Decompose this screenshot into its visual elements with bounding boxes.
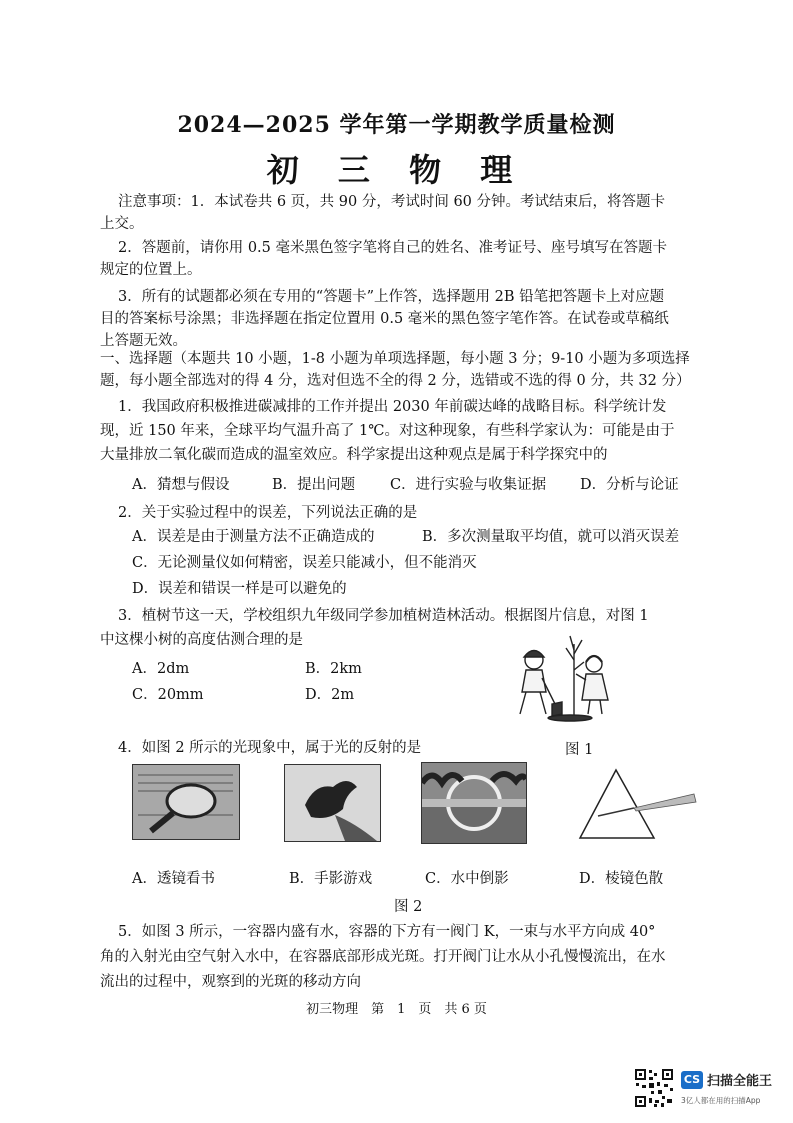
q1-option-b: B．提出问题 <box>272 477 356 493</box>
figure-1-caption: 图 1 <box>565 742 594 758</box>
section-heading-line-1: 一、选择题（本题共 10 小题，1-8 小题为单项选择题，每小题 3 分；9-10 小题为多项选择 <box>100 351 690 367</box>
notes-line-2: 上交。 <box>100 216 144 232</box>
q2-stem: 2．关于实验过程中的误差，下列说法正确的是 <box>118 505 418 521</box>
q2-option-b: B．多次测量取平均值，就可以消灭误差 <box>422 529 680 545</box>
q3-line-2: 中这棵小树的高度估测合理的是 <box>100 632 303 648</box>
notes-line-5: 3．所有的试题都必须在专用的“答题卡”上作答，选择题用 2B 铅笔把答题卡上对应题 <box>118 289 665 305</box>
subject-title: 初 三 物 理 <box>266 151 527 189</box>
q1-line-2: 现，近 150 年来，全球平均气温升高了 1℃。对这种现象，有些科学家认为：可能是由于 <box>100 423 675 439</box>
camscanner-logo: CS <box>681 1071 703 1089</box>
qr-code-icon <box>634 1068 674 1108</box>
q1-line-1: 1．我国政府积极推进碳减排的工作并提出 2030 年前碳达峰的战略目标。科学统计发 <box>118 399 667 415</box>
prism-dispersion-image <box>576 766 698 842</box>
lens-reading-image <box>132 764 240 840</box>
notes-line-1: 注意事项：1．本试卷共 6 页，共 90 分，考试时间 60 分钟。考试结束后，将答题卡 <box>118 194 666 210</box>
q3-option-d: D．2m <box>305 687 355 703</box>
camscanner-tagline: 3亿人都在用的扫描App <box>681 1096 761 1105</box>
q3-option-c: C．20mm <box>132 687 204 703</box>
tree-planting-figure <box>496 630 626 722</box>
notes-line-3: 2．答题前，请你用 0.5 毫米黑色签字笔将自己的姓名、准考证号、座号填写在答题卡 <box>118 240 668 256</box>
q3-option-a: A．2dm <box>132 661 190 677</box>
q2-option-d: D．误差和错误一样是可以避免的 <box>132 581 347 597</box>
q4-option-d: D．棱镜色散 <box>579 871 664 887</box>
q1-option-c: C．进行实验与收集证据 <box>390 477 547 493</box>
notes-line-6: 目的答案标号涂黑；非选择题在指定位置用 0.5 毫米的黑色签字笔作答。在试卷或草稿纸 <box>100 311 669 327</box>
q4-option-a: A．透镜看书 <box>132 871 215 887</box>
q5-line-2: 角的入射光由空气射入水中，在容器底部形成光斑。打开阀门让水从小孔慢慢流出，在水 <box>100 949 666 965</box>
section-heading-line-2: 题，每小题全部选对的得 4 分，选对但选不全的得 2 分，选错或不选的得 0 分，共 32 分） <box>100 373 691 389</box>
q3-line-1: 3．植树节这一天，学校组织九年级同学参加植树造林活动。根据图片信息，对图 1 <box>118 608 649 624</box>
exam-title: 2024—2025 学年第一学期教学质量检测 <box>177 112 616 138</box>
q2-option-a: A．误差是由于测量方法不正确造成的 <box>132 529 375 545</box>
q5-line-3: 流出的过程中，观察到的光斑的移动方向 <box>100 974 361 990</box>
notes-line-4: 规定的位置上。 <box>100 262 202 278</box>
figure-2-caption: 图 2 <box>394 899 423 915</box>
camscanner-name: 扫描全能王 <box>707 1074 773 1089</box>
water-reflection-image <box>421 762 527 844</box>
page-footer: 初三物理 第 1 页 共 6 页 <box>306 1002 487 1017</box>
q1-option-a: A．猜想与假设 <box>132 477 230 493</box>
q2-option-c: C．无论测量仪如何精密，误差只能减小，但不能消灭 <box>132 555 477 571</box>
q4-stem: 4．如图 2 所示的光现象中，属于光的反射的是 <box>118 740 422 756</box>
q4-option-b: B．手影游戏 <box>289 871 373 887</box>
q3-option-b: B．2km <box>305 661 362 677</box>
q1-line-3: 大量排放二氧化碳而造成的温室效应。科学家提出这种观点是属于科学探究中的 <box>100 447 608 463</box>
notes-line-7: 上答题无效。 <box>100 333 187 349</box>
q4-option-c: C．水中倒影 <box>425 871 509 887</box>
hand-shadow-image <box>284 764 381 842</box>
q5-line-1: 5．如图 3 所示，一容器内盛有水，容器的下方有一阀门 K，一束与水平方向成 40° <box>118 924 656 940</box>
q1-option-d: D．分析与论证 <box>580 477 679 493</box>
